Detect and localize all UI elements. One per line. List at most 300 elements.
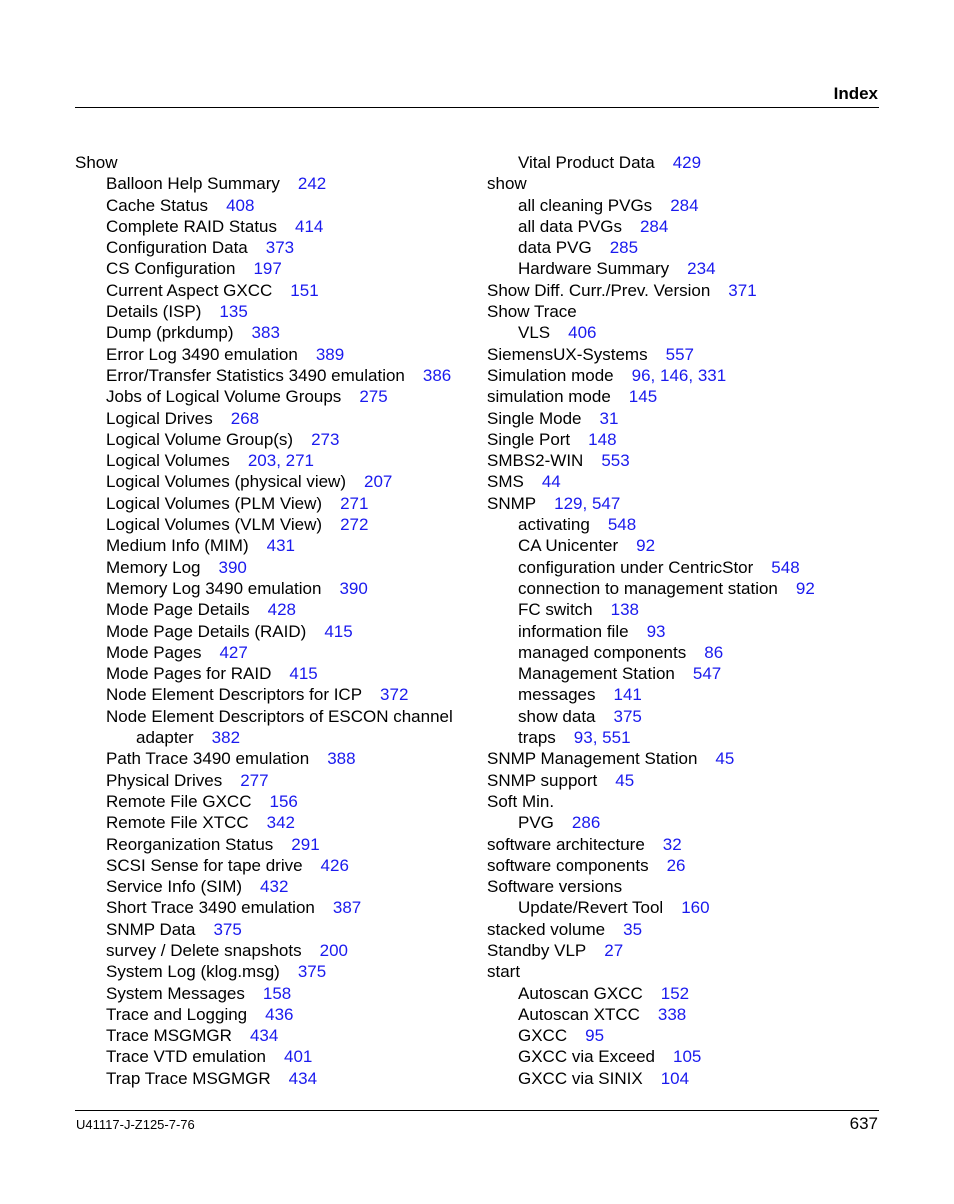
page-link[interactable]: 27 xyxy=(604,940,624,960)
page-link[interactable]: 389 xyxy=(315,344,345,364)
header-title: Index xyxy=(833,84,878,103)
page-link[interactable]: 331 xyxy=(697,365,727,385)
index-entry xyxy=(487,408,887,429)
page-link[interactable]: 35 xyxy=(623,919,643,939)
page-link[interactable]: 104 xyxy=(660,1068,690,1088)
page-refs xyxy=(661,1069,689,1088)
index-entry xyxy=(75,1025,475,1046)
page-refs xyxy=(796,579,815,598)
page-link[interactable]: 382 xyxy=(211,728,241,748)
index-entry xyxy=(487,748,887,769)
index-column-left xyxy=(75,152,475,1089)
page-refs xyxy=(290,281,318,300)
index-entry xyxy=(487,280,887,301)
index-term: SNMP Management Station xyxy=(487,749,698,769)
page-link[interactable]: 426 xyxy=(320,855,349,875)
page-refs xyxy=(601,451,629,470)
page-link[interactable]: 96 xyxy=(631,365,651,385)
page-refs xyxy=(610,238,638,257)
index-entry xyxy=(487,1004,887,1025)
page-link[interactable]: 268 xyxy=(230,408,260,428)
index-term: Remote File XTCC xyxy=(106,813,249,833)
index-term: Details (ISP) xyxy=(106,302,202,322)
index-term: Mode Pages xyxy=(106,642,202,662)
index-entry xyxy=(75,344,475,365)
page-link[interactable]: 141 xyxy=(613,685,642,705)
index-term: Node Element Descriptors of ESCON channel xyxy=(106,706,453,726)
page-link[interactable]: 551 xyxy=(602,728,631,748)
page-refs xyxy=(218,558,246,577)
index-entry xyxy=(487,876,887,897)
index-entry xyxy=(487,216,887,237)
index-term: Balloon Help Summary xyxy=(106,174,280,194)
index-term: Logical Drives xyxy=(106,408,213,428)
index-term: CS Configuration xyxy=(106,259,236,279)
page-link[interactable]: 197 xyxy=(253,259,282,279)
index-term: start xyxy=(487,962,521,982)
index-term: PVG xyxy=(518,813,554,833)
index-term: Memory Log xyxy=(106,557,201,577)
index-term: show xyxy=(487,174,527,194)
index-entry xyxy=(75,237,475,258)
index-entry xyxy=(75,940,475,961)
index-term: Current Aspect GXCC xyxy=(106,280,273,300)
index-entry xyxy=(75,706,475,727)
index-term: configuration under CentricStor xyxy=(518,557,754,577)
index-entry xyxy=(75,429,475,450)
page-refs xyxy=(615,771,634,790)
index-entry xyxy=(75,1068,475,1089)
page-link[interactable]: 371 xyxy=(728,280,757,300)
index-entry xyxy=(487,897,887,918)
page-refs xyxy=(572,813,600,832)
index-term: Path Trace 3490 emulation xyxy=(106,749,310,769)
page-link[interactable]: 92 xyxy=(795,578,815,598)
index-entry xyxy=(487,301,887,322)
index-entry xyxy=(75,961,475,982)
page-link[interactable]: 45 xyxy=(715,749,735,769)
index-term: connection to management station xyxy=(518,578,778,598)
index-term: Single Port xyxy=(487,429,571,449)
page-link[interactable]: 553 xyxy=(601,451,630,471)
index-term: Update/Revert Tool xyxy=(518,898,664,918)
page-link[interactable]: 135 xyxy=(219,302,248,322)
index-term: Remote File GXCC xyxy=(106,791,252,811)
page-link[interactable]: 415 xyxy=(289,664,318,684)
index-entry xyxy=(75,897,475,918)
page-refs xyxy=(240,771,268,790)
page-refs xyxy=(568,323,596,342)
page-link[interactable]: 93 xyxy=(573,728,593,748)
page-link[interactable]: 548 xyxy=(607,515,637,535)
page-link[interactable]: 387 xyxy=(332,898,362,918)
page-refs xyxy=(340,515,368,534)
page-link[interactable]: 272 xyxy=(340,515,369,535)
page-refs xyxy=(252,323,280,342)
page-link[interactable]: 145 xyxy=(628,387,658,407)
index-term: GXCC via Exceed xyxy=(518,1047,655,1067)
page-link[interactable]: 151 xyxy=(290,280,319,300)
page-refs xyxy=(673,153,701,172)
page-refs xyxy=(693,664,721,683)
page-refs xyxy=(333,898,361,917)
index-term: information file xyxy=(518,621,629,641)
index-term: Mode Pages for RAID xyxy=(106,664,272,684)
index-term: managed components xyxy=(518,642,687,662)
page-link[interactable]: 436 xyxy=(265,1004,294,1024)
page-refs xyxy=(632,366,727,385)
page-link[interactable]: 234 xyxy=(687,259,716,279)
page-link[interactable]: 200 xyxy=(319,940,348,960)
index-entry xyxy=(487,429,887,450)
page-refs xyxy=(260,877,288,896)
index-entry xyxy=(487,450,887,471)
index-term: Trace MSGMGR xyxy=(106,1026,232,1046)
index-term: Error Log 3490 emulation xyxy=(106,344,298,364)
page-link[interactable]: 277 xyxy=(240,770,269,790)
page-refs xyxy=(269,792,297,811)
page-refs xyxy=(623,920,642,939)
page-refs xyxy=(359,387,387,406)
page-link[interactable]: 432 xyxy=(260,877,289,897)
page-refs xyxy=(289,664,317,683)
page-link[interactable]: 105 xyxy=(673,1047,702,1067)
page-refs xyxy=(640,217,668,236)
page-refs xyxy=(658,1005,686,1024)
page-link[interactable]: 242 xyxy=(297,174,327,194)
page-link[interactable]: 431 xyxy=(266,536,296,556)
footer-rule xyxy=(75,1110,879,1111)
index-entry xyxy=(75,983,475,1004)
page-link[interactable]: 93 xyxy=(646,621,666,641)
page-refs xyxy=(687,259,715,278)
page-link[interactable]: 547 xyxy=(591,493,621,513)
index-entry xyxy=(487,344,887,365)
index-entry xyxy=(487,791,887,812)
page-ref-separator: , xyxy=(592,728,603,748)
index-entry xyxy=(487,961,887,982)
page-link[interactable]: 557 xyxy=(665,344,694,364)
index-entry xyxy=(75,493,475,514)
page-link[interactable]: 152 xyxy=(660,983,690,1003)
page-link[interactable]: 271 xyxy=(340,493,369,513)
page-refs xyxy=(614,707,642,726)
index-entry xyxy=(487,493,887,514)
page-refs xyxy=(320,941,348,960)
index-entry xyxy=(75,471,475,492)
page-link[interactable]: 401 xyxy=(283,1047,313,1067)
page-refs xyxy=(298,962,326,981)
index-entry xyxy=(487,152,887,173)
document-code: U41117-J-Z125-7-76 xyxy=(76,1117,195,1132)
index-entry xyxy=(75,578,475,599)
page-refs xyxy=(267,536,295,555)
index-term: Standby VLP xyxy=(487,940,587,960)
page-refs xyxy=(600,409,619,428)
page-refs xyxy=(327,749,355,768)
page-refs xyxy=(585,1026,604,1045)
page-link[interactable]: 338 xyxy=(657,1004,687,1024)
index-term: Memory Log 3490 emulation xyxy=(106,578,322,598)
index-term: Trap Trace MSGMGR xyxy=(106,1068,271,1088)
index-term: adapter xyxy=(136,728,194,748)
page-refs xyxy=(219,302,247,321)
page-refs xyxy=(636,536,655,555)
index-entry xyxy=(75,791,475,812)
index-term: Jobs of Logical Volume Groups xyxy=(106,387,342,407)
index-entry xyxy=(75,727,475,748)
page-link[interactable]: 383 xyxy=(251,323,280,343)
page-refs xyxy=(611,600,639,619)
index-term: traps xyxy=(518,728,556,748)
page-refs xyxy=(324,622,352,641)
page-link[interactable]: 406 xyxy=(568,323,597,343)
page-refs xyxy=(263,984,291,1003)
page-refs xyxy=(213,920,241,939)
page-link[interactable]: 390 xyxy=(339,578,368,598)
index-entry xyxy=(75,642,475,663)
index-term: Autoscan XTCC xyxy=(518,1004,640,1024)
index-term: Node Element Descriptors for ICP xyxy=(106,685,363,705)
index-entry xyxy=(487,940,887,961)
index-entry xyxy=(487,578,887,599)
page-refs xyxy=(266,238,294,257)
index-entry xyxy=(75,770,475,791)
index-entry xyxy=(487,812,887,833)
page-link[interactable]: 386 xyxy=(422,365,452,385)
index-term: survey / Delete snapshots xyxy=(106,940,302,960)
page-refs xyxy=(604,941,623,960)
index-term: SMS xyxy=(487,472,524,492)
page-refs xyxy=(268,600,296,619)
page-link[interactable]: 408 xyxy=(226,195,255,215)
index-entry xyxy=(75,663,475,684)
index-term: Single Mode xyxy=(487,408,582,428)
index-entry xyxy=(75,535,475,556)
index-term: Logical Volume Group(s) xyxy=(106,429,294,449)
page-refs xyxy=(670,196,698,215)
index-entry xyxy=(487,237,887,258)
index-entry xyxy=(75,812,475,833)
page-link[interactable]: 31 xyxy=(599,408,619,428)
page-ref-separator: , xyxy=(276,451,286,471)
page-ref-separator: , xyxy=(650,365,660,385)
page-refs xyxy=(380,685,408,704)
index-term: SCSI Sense for tape drive xyxy=(106,855,303,875)
page-link[interactable]: 284 xyxy=(670,195,699,215)
page-refs xyxy=(715,749,734,768)
index-term: messages xyxy=(518,685,596,705)
index-entry xyxy=(75,834,475,855)
index-entry xyxy=(75,514,475,535)
page-refs xyxy=(311,430,339,449)
index-term: Show Diff. Curr./Prev. Version xyxy=(487,280,711,300)
page-link[interactable]: 129 xyxy=(554,493,583,513)
page-refs xyxy=(250,1026,278,1045)
page-link[interactable]: 388 xyxy=(327,749,356,769)
page-refs xyxy=(364,472,392,491)
index-term: SNMP Data xyxy=(106,919,196,939)
page-refs xyxy=(647,622,666,641)
index-term: Logical Volumes (physical view) xyxy=(106,472,346,492)
page-refs xyxy=(588,430,616,449)
page-link[interactable]: 138 xyxy=(610,600,639,620)
index-term: CA Unicenter xyxy=(518,536,619,556)
page-link[interactable]: 390 xyxy=(218,557,247,577)
index-entry xyxy=(487,1046,887,1067)
page-link[interactable]: 291 xyxy=(291,834,320,854)
page-refs xyxy=(340,494,368,513)
index-term: Logical Volumes xyxy=(106,451,230,471)
page-refs xyxy=(298,174,326,193)
index-entry xyxy=(487,684,887,705)
page-refs xyxy=(265,1005,293,1024)
page-link[interactable]: 414 xyxy=(295,216,324,236)
page-link[interactable]: 156 xyxy=(269,791,298,811)
index-term: Show Trace xyxy=(487,302,577,322)
index-term: Hardware Summary xyxy=(518,259,670,279)
index-term: stacked volume xyxy=(487,919,606,939)
page-link[interactable]: 415 xyxy=(324,621,353,641)
index-entry xyxy=(75,557,475,578)
index-entry xyxy=(75,599,475,620)
page-link[interactable]: 95 xyxy=(585,1026,605,1046)
page-link[interactable]: 32 xyxy=(662,834,682,854)
page-link[interactable]: 86 xyxy=(704,642,724,662)
index-entry xyxy=(75,855,475,876)
index-term: Reorganization Status xyxy=(106,834,274,854)
page-refs xyxy=(423,366,451,385)
index-entry xyxy=(75,216,475,237)
index-term: Cache Status xyxy=(106,195,209,215)
index-term: GXCC xyxy=(518,1026,568,1046)
index-entry xyxy=(75,258,475,279)
page-link[interactable]: 26 xyxy=(666,855,686,875)
page-ref-separator: , xyxy=(582,493,592,513)
index-entry xyxy=(75,684,475,705)
page-link[interactable]: 284 xyxy=(639,216,669,236)
page-link[interactable]: 434 xyxy=(288,1068,318,1088)
page-link[interactable]: 275 xyxy=(359,387,388,407)
index-term: Configuration Data xyxy=(106,238,248,258)
index-entry xyxy=(487,983,887,1004)
page-link[interactable]: 342 xyxy=(266,813,296,833)
index-entry xyxy=(75,1046,475,1067)
index-term: Show xyxy=(75,153,118,172)
page-link[interactable]: 286 xyxy=(571,813,601,833)
index-entry xyxy=(487,195,887,216)
index-term: System Messages xyxy=(106,983,245,1003)
page-link[interactable]: 427 xyxy=(219,642,248,662)
index-term: all cleaning PVGs xyxy=(518,195,653,215)
index-term: System Log (klog.msg) xyxy=(106,962,280,982)
index-entry xyxy=(75,322,475,343)
page-link[interactable]: 372 xyxy=(380,685,409,705)
page-link[interactable]: 375 xyxy=(297,962,327,982)
index-term: GXCC via SINIX xyxy=(518,1068,643,1088)
page-link[interactable]: 148 xyxy=(588,429,617,449)
page-link[interactable]: 45 xyxy=(615,770,635,790)
index-entry xyxy=(487,557,887,578)
index-entry xyxy=(487,365,887,386)
index-term: Service Info (SIM) xyxy=(106,877,243,897)
page-refs xyxy=(574,728,631,747)
page-link[interactable]: 207 xyxy=(364,472,393,492)
index-entry xyxy=(75,195,475,216)
page-link[interactable]: 285 xyxy=(609,238,639,258)
page-link[interactable]: 375 xyxy=(613,706,642,726)
page-refs xyxy=(629,387,657,406)
index-term: Mode Page Details xyxy=(106,600,250,620)
page-link[interactable]: 547 xyxy=(692,664,722,684)
index-entry xyxy=(487,258,887,279)
page-refs xyxy=(663,835,682,854)
page-refs xyxy=(339,579,367,598)
index-term: Soft Min. xyxy=(487,791,555,811)
index-entry xyxy=(487,173,887,194)
page-refs xyxy=(289,1069,317,1088)
page-link[interactable]: 203 xyxy=(247,451,277,471)
page-link[interactable]: 548 xyxy=(771,557,800,577)
page-refs xyxy=(267,813,295,832)
page-refs xyxy=(295,217,323,236)
page-refs xyxy=(226,196,254,215)
index-term: Trace VTD emulation xyxy=(106,1047,266,1067)
page-refs xyxy=(608,515,636,534)
page-link[interactable]: 271 xyxy=(285,451,315,471)
index-term: activating xyxy=(518,515,590,535)
index-term: show data xyxy=(518,706,596,726)
page-refs xyxy=(661,984,689,1003)
index-entry xyxy=(75,173,475,194)
index-entry xyxy=(487,706,887,727)
index-term: Short Trace 3490 emulation xyxy=(106,898,315,918)
page-link[interactable]: 44 xyxy=(541,472,561,492)
page-link[interactable]: 428 xyxy=(267,600,297,620)
index-term: software components xyxy=(487,855,649,875)
index-entry xyxy=(487,727,887,748)
index-term: all data PVGs xyxy=(518,216,622,236)
page-link[interactable]: 160 xyxy=(681,898,710,918)
page-refs xyxy=(673,1047,701,1066)
index-entry xyxy=(75,386,475,407)
index-entry xyxy=(487,770,887,791)
index-term: Logical Volumes (PLM View) xyxy=(106,493,323,513)
page-link[interactable]: 434 xyxy=(249,1026,279,1046)
page-link[interactable]: 92 xyxy=(636,536,656,556)
index-entry xyxy=(487,322,887,343)
page-link[interactable]: 158 xyxy=(262,983,292,1003)
page-link[interactable]: 146 xyxy=(660,365,689,385)
page-link[interactable]: 273 xyxy=(311,429,340,449)
page-refs xyxy=(212,728,240,747)
page-refs xyxy=(613,685,641,704)
index-entry xyxy=(487,1068,887,1089)
page-link[interactable]: 373 xyxy=(265,238,295,258)
page-refs xyxy=(284,1047,312,1066)
page-refs xyxy=(728,281,756,300)
index-term: Vital Product Data xyxy=(518,153,655,172)
index-term: Complete RAID Status xyxy=(106,216,278,236)
page-link[interactable]: 375 xyxy=(213,919,242,939)
index-term: SiemensUX-Systems xyxy=(487,344,648,364)
index-entry xyxy=(487,514,887,535)
page-link[interactable]: 429 xyxy=(672,153,702,172)
page-refs xyxy=(248,451,314,470)
page-refs xyxy=(771,558,799,577)
index-term: Mode Page Details (RAID) xyxy=(106,621,307,641)
page-refs xyxy=(253,259,281,278)
